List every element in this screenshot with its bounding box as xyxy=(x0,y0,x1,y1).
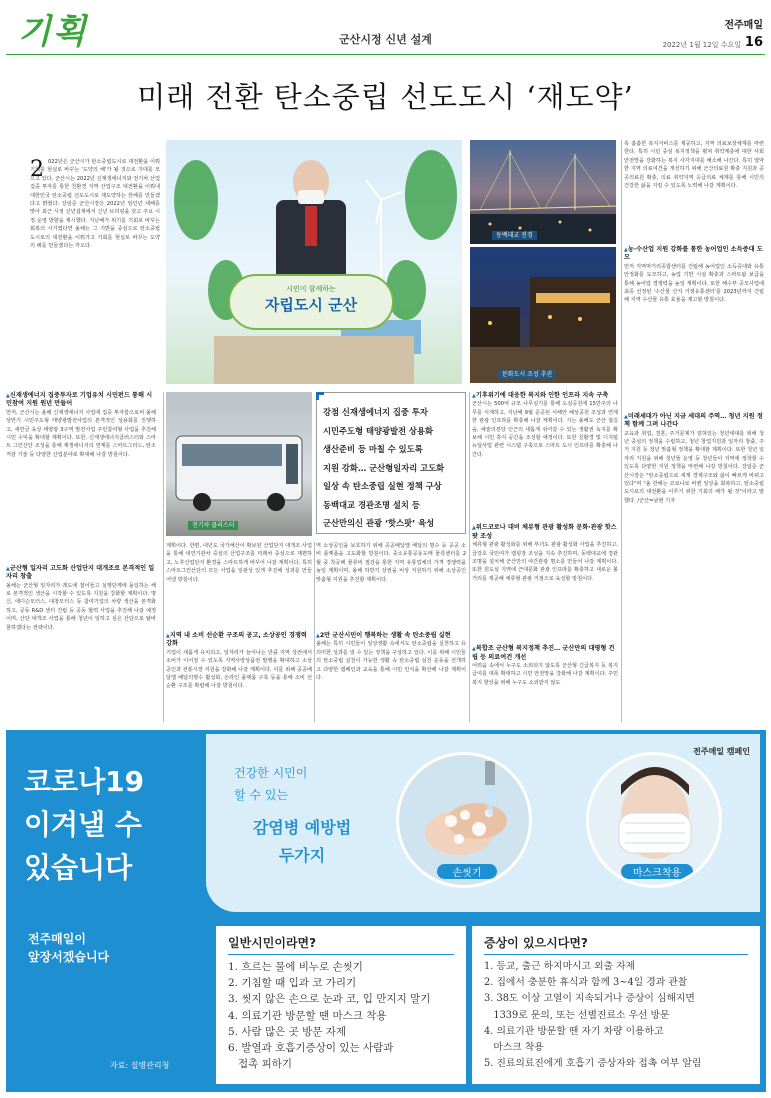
general-item-7: 접촉 피하기 xyxy=(228,1058,293,1071)
page-number: 16 xyxy=(744,35,763,50)
col4-body-3: 어려움 속에서 누구도 소외되지 않도록 군산형 긴급복지 등 복지급여를 대폭 확대하고 시민 안전망을 강화해 나갈 계획이다. 주민복지 향상을 위해 누구도 소외받지 않도 xyxy=(472,663,618,686)
col4-head-3: ▲ 복합조 군산형 복지정책 추진… 군산만의 대평형 건립 등 의료여건 개선 xyxy=(472,645,618,662)
symptom-item-6: 마스크 착용 xyxy=(484,1042,544,1054)
general-item-5: 5. 사람 많은 곳 방문 자제 xyxy=(228,1025,346,1038)
column-rule xyxy=(314,542,315,722)
symptom-item-5: 4. 의료기관 방문할 땐 자기 차량 이용하고 xyxy=(484,1025,664,1037)
healthy-line-1: 건강한 시민이 xyxy=(234,766,308,780)
podium-sign-small: 시민이 함께하는 xyxy=(286,285,336,293)
ad-sponsor-line-2: 앞장서겠습니다 xyxy=(28,950,110,964)
column-rule xyxy=(621,140,622,722)
ad-title-line-3: 있습니다 xyxy=(24,851,133,884)
col-lower3-body-2: 올해는 특히 시민들이 일상생활 속에서도 탄소중립을 실천하고 유의미한 성과를 낼 수 있는 정책을 구상하고 있다. 이를 위해 시민들의 탄소중립 실천이 가능한 생활 속 탄소중립 실천 운동을 전개하고 다양한 캠페인과 교육을 통해 시민 인식을 확산해 나갈 계획이다. xyxy=(316,641,466,682)
col4-head-1: ▲ 기후위기에 대응한 복지와 인한 인프라 지속 구축 xyxy=(472,392,618,400)
podium-sign-big: 자립도시 군산 xyxy=(264,296,358,314)
ad-sponsor-line-1: 전주매일이 xyxy=(28,932,86,946)
col-lower3 xyxy=(316,542,466,722)
symptom-title: 증상이 있으시다면? xyxy=(484,934,748,955)
healthy-text xyxy=(234,762,307,806)
highlight-line-5: 일상 속 탄소중립 실현 정책 구상 xyxy=(323,481,442,491)
paper-name: 전주매일 xyxy=(724,20,763,31)
mask-illustration xyxy=(586,752,722,888)
col-lower3-head-2: ▲ 2만 군산시민이 행복하는 생활 속 탄소중립 실현 xyxy=(316,632,466,640)
col-lower3-body-1: 역 소상공인을 보호하기 위해 공공배달앱 배달의 명수 등 공공 소비 플랫폼을 고도화할 방침이다. 중소유통공동도매 물류센터를 2월 중 착공해 물류비 절감을 통한 지역 유통업체의 가격 경쟁력을 높일 계획이며, 올해 하반기 상권을 비상 지원하기 위해 소상공인 맞춤형 지원을 추진할 계획이다. xyxy=(316,543,466,583)
col-lower1-head-2: ▲ 군산형 일자리 고도화 산업단지 대개조로 본격적인 일자리 창출 xyxy=(6,565,156,582)
prevention-text xyxy=(242,814,362,870)
bus-caption: 전기차 클러스터 xyxy=(188,521,238,530)
col5 xyxy=(624,140,764,680)
symptom-item-4: 1339로 문의, 또는 선별진료소 우선 방문 xyxy=(484,1009,670,1021)
general-item-3: 3. 씻지 않은 손으로 눈과 코, 입 만지지 말기 xyxy=(228,993,431,1006)
bridge-photo xyxy=(470,140,616,244)
masthead-rule xyxy=(6,54,765,55)
street-caption: 문화도시 조성 추진 xyxy=(498,370,556,379)
col4-head-2: ▲ 위드코로나 대비 체류형 관광 활성화 문화·관광 핫스팟 조성 xyxy=(472,524,618,541)
lead-article xyxy=(30,158,160,378)
general-title: 일반시민이라면? xyxy=(228,934,454,955)
col4-body-2: 체류형 관광 활성화를 위해 부녀도 관광 활성화 사업을 추진하고, 금강호 국민여가 캠핑장 조성을 지속 추진하며, 동백대교에 경관조명을 설치해 군산만의 야간관광 명소를 만들어 나갈 계획이다. 또한 원도심 지역에 근대문화 관광 인프라를 확충하고 새로운 볼거리를 제공해 체류형 관광 거점으로 육성할 방침이다. xyxy=(472,542,618,582)
symptom-item-7: 5. 진료의료진에게 호흡기 증상자와 접촉 여부 알림 xyxy=(484,1058,702,1070)
section-tag: 기획 xyxy=(18,12,88,52)
ad-illustration-panel xyxy=(206,734,760,912)
symptom-item-2: 2. 집에서 충분한 휴식과 함께 3~4일 경과 관찰 xyxy=(484,977,688,989)
ad-title-line-1: 코로나19 xyxy=(24,765,145,798)
podium-photo-art xyxy=(166,140,462,384)
general-item-2: 2. 기침할 때 입과 코 가리기 xyxy=(228,977,357,990)
column-rule xyxy=(163,392,164,722)
prevention-line-2: 두가지 xyxy=(278,846,326,865)
col5-body-3: 교육과 취업, 결혼, 주거문제가 얽혀있는 청년세대를 위해 청년 중심의 정책을 수립하고, 청년 창업지원과 일자리 창출, 주거 지원 등 청년 맞춤형 정책을 확대할 계획이다. 또한 청년 일자리 지원을 위해 청년뜰 운영 등 청년들이 지역에 정착할 수 있도록 다양한 지원 정책을 마련해 나갈 방침이다. 강임준 군산시장은 "탄소중립으로 세계 경제구조와 삶이 빠르게 바뀌고 있다"며 "올 한해는 코로나로 바뀐 일상을 회복하고, 탄소중립 도시로의 대전환을 이루기 위한 기회의 해가 될 것"이라고 말했다. /군산=남현 기자 xyxy=(624,430,764,504)
lead-body: 022년은 군산시가 탄소중립도시로 대전환을 이뤄 기회를 현실로 바꾸는 '도약의 해'가 될 것으로 기대를 모으고 있다. 군산시는 2022년 신재생에너지와 전기차 산업 집중 투자를 통한 친환경 지역 산업구조 대전환을 이뤄내 대한민국 탄소중립 선도도시로 재도약하는 한해를 만들겠다고 밝혔다. 강임준 군산시장은 2022년 임인년 새해를 맞아 최근 시정 신년설계에서 신년 브리핑을 갖고 주요 시정 운영 방향을 제시했다. 지난해가 위기를 기회로 바꾸는 회복의 시기였다면 올해는 그 기반을 중심으로 탄소중립 도시로의 대전환을 이뤄가고 기회를 현실로 바꾸는 도약의 해를 만들겠다는 각오다. xyxy=(30,159,160,250)
highlight-line-4: 지원 강화… 군산형일자리 고도화 xyxy=(323,462,445,473)
prevention-line-1: 감염병 예방법 xyxy=(252,818,352,837)
highlight-line-2: 시민주도형 태양광발전 상용화 xyxy=(323,425,433,436)
handwash-label: 손씻기 xyxy=(437,864,497,879)
highlight-line-6: 동백대교 경관조명 설치 등 xyxy=(323,499,420,510)
bus-photo-art xyxy=(166,392,312,536)
mayor-podium-photo xyxy=(166,140,462,384)
issue-date: 2022년 1월 12일 수요일 xyxy=(662,41,741,49)
bridge-caption: 동백대교 전경 xyxy=(492,231,537,240)
symptom-box xyxy=(472,926,760,1084)
col-lower2-body-1: 계획이다. 한편, 내년도 국가예산이 확보된 산업단지 대개조 사업을 통해 내연기관차 중심의 산업구조를 미래차 중심으로 재편하고, 노후산업단지 환경을 스마트하게 바꾸어 나갈 계획이다. 특히 스마트그린산단의 모든 사업을 일관성 있게 추진해 성과를 만들어낼 방침이다. xyxy=(166,543,312,583)
ad-title xyxy=(24,760,204,889)
col5-body-1: 록 촘촘한 복지서비스를 제공하고, 지역 의료보장체계를 마련한다. 특히 시민 중심 복지정책을 펼쳐 취약계층에 대한 사회안전망을 강화하는 복지 사각지대를 해소해 나간다. 특히 열악한 지역 의료여건을 개선하기 위해 군산의료원 확충 지원과 공공의료원 확충, 의료 취약지역 응급의료 체계를 통해 시민의 건강한 삶을 지킬 수 있도록 노력해 나갈 계획이다. xyxy=(624,141,764,190)
highlight-line-7: 군산만의신 관광 ‘핫스팟’ 육성 xyxy=(323,518,435,528)
col-lower1-body-1: 먼저, 군산시는 올해 신재생에너지 사업에 집중 투자함으로써 올해 상반기 시민주도형 태양광발전사업의 본격적인 상용화를 진행하고, 새만금 육상 태양광 3구역 발전사업 주민참여형 사업을 추진해 시민 수익을 확대할 계획이다. 또한, 신재생에너지클러스터와 스마트 그린산단 조성을 통해 재생에너지의 연계를 스마트그리드, 탄소 저감 기술 등 다양한 산업분야로 확대해 나갈 방침이다. xyxy=(6,409,156,458)
lead-number: 2 xyxy=(30,157,44,182)
highlight-line-3: 생산준비 등 마칠 수 있도록 xyxy=(323,444,423,454)
col-lower1 xyxy=(6,392,156,720)
ad-title-line-2: 이겨낼 수 xyxy=(24,808,142,841)
masthead xyxy=(0,0,771,58)
highlight-line-1: 강점 신재생에너지 집중 투자 xyxy=(323,407,428,417)
col5-head-3: ▲ 미래세대가 아닌 지금 세대의 주역… 청년 지원 정책 함께 그려 나간다 xyxy=(624,413,764,430)
col4-body-1: 군산시는 500억 규모 나무심기를 통해 도심공원에 15만주의 나무를 식재하고, 지난해 9월 준공된 서해안 해상공원 조성과 연계한 관광 인프라를 확충해 나갈 계획이다. 시는 올해도 군산 철길숲, 예술의전당 인근의 새롭게 쉬어갈 수 있는 생활권 녹지를 확보해 시민 휴식 공간을 조성할 예정이다. 또한 친환경 및 디지털 뉴딜사업 관련 시스템 구축으로 스마트 도시 인프라를 확충해 나간다. xyxy=(472,401,618,458)
col5-head-2: ▲ 농·수산업 지원 강화를 통한 농어업인 소득증대 도모 xyxy=(624,246,764,263)
campaign-ad xyxy=(6,730,766,1092)
ad-source: 자료: 질병관리청 xyxy=(110,1061,170,1070)
symptom-item-1: 1. 등교, 출근 하지마시고 외출 자제 xyxy=(484,961,636,972)
bus-photo xyxy=(166,392,312,536)
kicker: 군산시정 신년 설계 xyxy=(339,33,432,46)
general-citizen-box xyxy=(216,926,466,1084)
general-item-4: 4. 의료기관 방문할 땐 마스크 착용 xyxy=(228,1009,387,1022)
mask-label: 마스크착용 xyxy=(621,864,693,879)
general-item-1: 1. 흐르는 물에 비누로 손씻기 xyxy=(228,961,363,973)
general-item-6: 6. 발열과 호흡기증상이 있는 사람과 xyxy=(228,1042,394,1055)
col-lower2-body-2: 기업이 새롭게 유치되고, 일자리가 늘어나는 만큼 지역 상권에서 소비가 이어질 수 있도록 지역사랑상품권 발행을 확대하고 소상공인과 전통시장 지원을 강화해 나갈 계획이다. 이를 위해 공공배달앱 배달의명수 활성화, 온라인 플랫폼 구축 등을 통해 소비 선순환 구조를 확립해 나갈 방침이다. xyxy=(166,649,312,690)
symptom-item-3: 3. 38도 이상 고열이 지속되거나 증상이 심해지면 xyxy=(484,993,695,1005)
street-photo-art xyxy=(470,247,616,383)
campaign-tag: 전주매일 캠페인 xyxy=(693,747,750,756)
col-lower2-head-2: ▲ 지역 내 소비 선순환 구조의 공고, 소상공인 경쟁력 강화 xyxy=(166,632,312,649)
col4 xyxy=(472,392,618,722)
bridge-photo-art xyxy=(470,140,616,244)
healthy-line-2: 할 수 있는 xyxy=(234,788,288,802)
handwash-illustration xyxy=(396,752,532,888)
column-rule xyxy=(469,392,470,722)
col-lower2 xyxy=(166,542,312,722)
col5-body-2: 먼저 지역먹거리종합센터를 건립해 농어업인 소득증대와 유통 안정화를 도모하고, 농업 기반 시설 확충과 스마트팜 보급을 통해 농어업 경쟁력을 높일 계획이다. 또한 해수부 공모사업에 최종 선정된 '수산물 산지 거점유통센터'를 2023년까지 건립해 지역 수산물 유통 효율을 제고할 방침이다. xyxy=(624,263,764,304)
highlight-corner xyxy=(316,392,324,400)
street-photo xyxy=(470,247,616,383)
highlight-box xyxy=(316,392,466,534)
col-lower1-head-1: ▲ 신재생에너지 집중투자로 기업유치 시민펀드 통해 시민참여 지원 원년 만들어 xyxy=(6,392,156,409)
col-lower1-body-2: 올해는 군산형 일자리가 궤도에 접어들고 실행단계에 돌입하는 해로 본격적인 생산을 시작할 수 있도록 지원을 강화할 계획이다. 명신, 에디슨모터스, 대창모터스 등 참여기업의 차량 생산을 본격화하고, 공동 R&D 센터 건립 등 공동 협력 사업을 추진해 나갈 예정이며, 산단 대개조 사업을 통해 청년이 일하고 싶은 산단으로 탈바꿈하겠다는 전략이다. xyxy=(6,582,156,631)
podium-sign xyxy=(228,274,394,330)
headline: 미래 전환 탄소중립 선도도시 ‘재도약’ xyxy=(137,80,634,114)
ad-sponsor xyxy=(28,930,109,966)
